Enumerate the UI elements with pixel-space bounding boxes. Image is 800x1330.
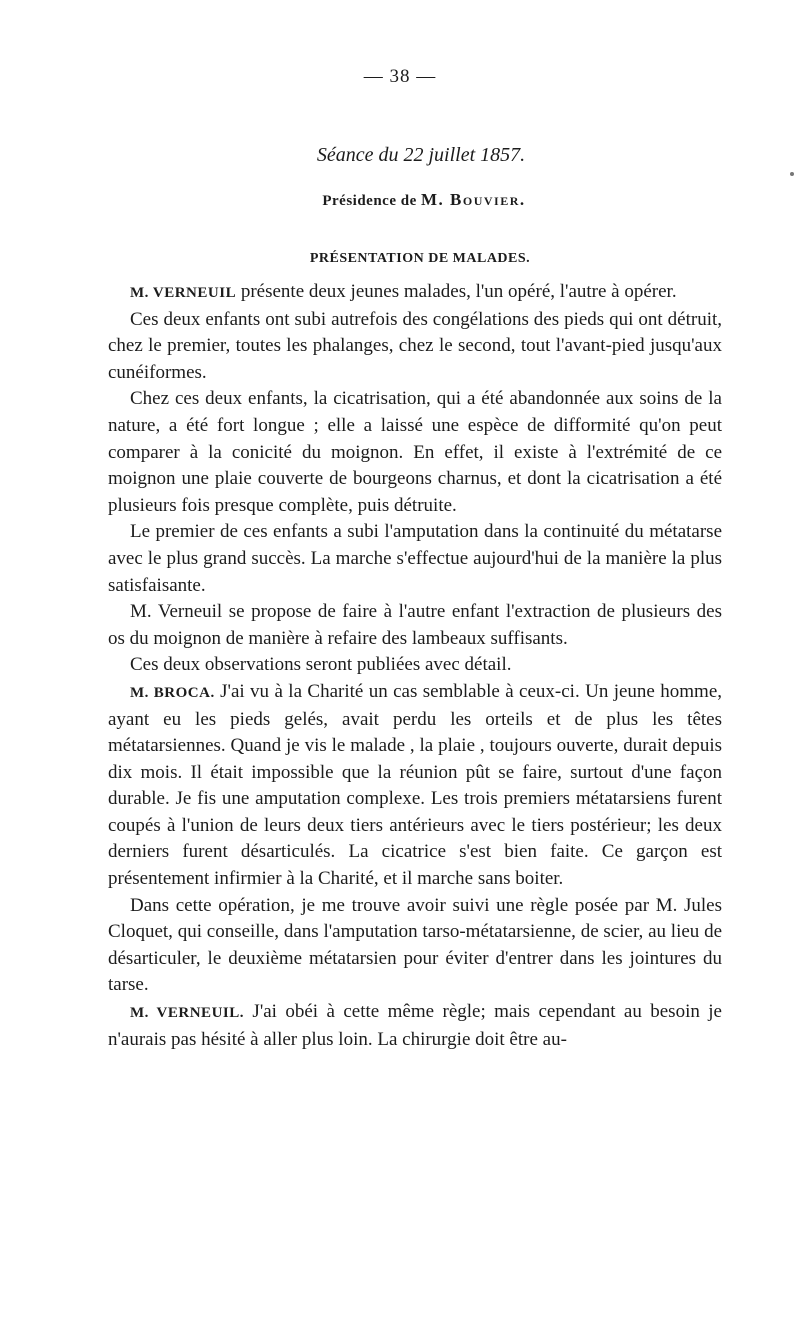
paragraph-text: présente deux jeunes malades, l'un opéré, l'autre à opérer. [236, 281, 677, 302]
paragraph-text: Dans cette opération, je me trouve avoir suivi une règle posée par M. Jules Cloquet, qui conseille, dans l'amputation tarso-métatarsienne, de scier, au lieu de désarticuler, le deuxième métatarsien pour éviter d'entrer dans les jointures du tarse. [108, 894, 722, 996]
speaker-name: M. VERNEUIL [130, 285, 237, 301]
paragraph-text: J'ai vu à la Charité un cas semblable à ceux-ci. Un jeune homme, ayant eu les pieds gelés, avait perdu les orteils et de plus les têtes métatarsiennes. Quand je vis le malade , la plaie , toujours ouverte, durait depuis dix mois. Il était impossible que la réunion pût se faire, surtout d'une façon durable. Je fis une amputation complexe. Les trois premiers métatarsiens furent coupés à l'union de leurs deux tiers antérieurs avec le tiers postérieur; les deux derniers furent désarticulés. La cicatrice s'est bien faite. Ce garçon est présentement infirmier à la Charité, et il marche sans boiter. [108, 680, 722, 890]
page-number: — 38 — [363, 66, 437, 87]
paragraph-text: Ces deux observations seront publiées avec détail. [130, 654, 512, 676]
paper-speck [790, 172, 794, 176]
paragraph-6 [108, 652, 722, 679]
paragraph-5 [108, 599, 722, 652]
paragraph-2 [108, 307, 722, 387]
paragraph-text: Le premier de ces enfants a subi l'amputation dans la continuité du métatarse avec le plus grand succès. La marche s'effectue aujourd'hui de la manière la plus satisfaisante. [108, 521, 722, 596]
paragraph-9 [108, 999, 722, 1053]
paragraph-1 [108, 279, 722, 307]
paragraph-7 [108, 679, 722, 893]
paragraph-text: M. Verneuil se propose de faire à l'autre enfant l'extraction de plusieurs des os du moignon de manière à refaire des lambeaux suffisants. [108, 601, 722, 649]
paragraph-8 [108, 893, 722, 999]
presidency-line [0, 190, 800, 210]
speaker-name: M. BROCA. [130, 684, 215, 701]
presidency-prefix: Présidence de [322, 193, 417, 209]
presidency-name: M. Bouvier. [421, 190, 526, 209]
paragraph-3 [108, 386, 722, 519]
body-text [108, 279, 722, 1053]
speaker-name: M. VERNEUIL. [130, 1005, 244, 1022]
session-title: Séance du 22 juillet 1857. [316, 144, 526, 166]
paragraph-text: Ces deux enfants ont subi autrefois des congélations des pieds qui ont détruit, chez le premier, toutes les phalanges, chez le second, tout l'avant-pied jusqu'aux cunéiformes. [108, 308, 722, 383]
paragraph-text: Chez ces deux enfants, la cicatrisation, qui a été abandonnée aux soins de la nature, a été fort longue ; elle a laissé une espèce de difformité qu'on peut comparer à la conicité du moignon. En effet, il existe à l'extrémité de ce moignon une plaie couverte de bourgeons charnus, et dont la cicatrisation a été plusieurs fois presque complète, puis détruite. [108, 388, 722, 516]
paragraph-text: J'ai obéi à cette même règle; mais cependant au besoin je n'aurais pas hésité à aller plus loin. La chirurgie doit être au- [108, 1001, 722, 1050]
paragraph-4 [108, 519, 722, 599]
section-heading: PRÉSENTATION DE MALADES. [309, 251, 531, 266]
